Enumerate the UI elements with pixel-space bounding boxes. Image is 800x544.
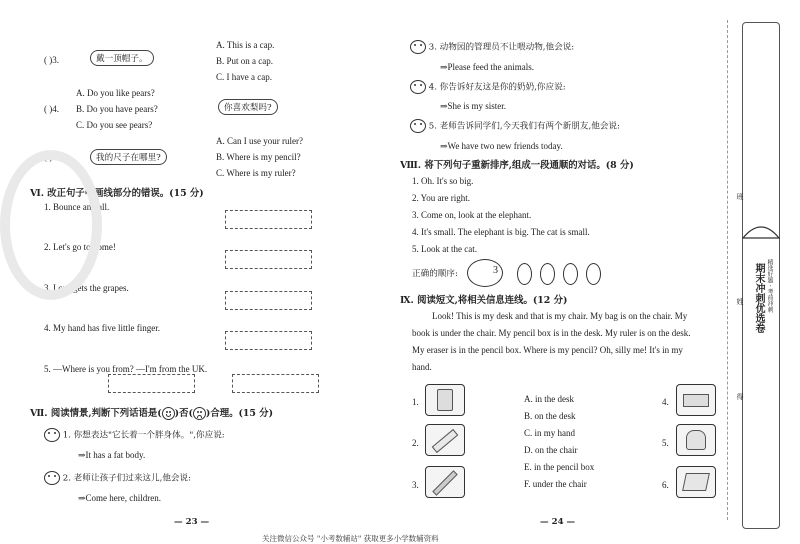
order-slot-2[interactable]: [517, 263, 532, 285]
option-d: D. on the chair: [524, 445, 578, 455]
section-6-title: Ⅵ. 改正句子中画线部分的错误。(15 分): [30, 188, 204, 199]
sec8-item-3: 3. Come on, look at the elephant.: [412, 210, 532, 220]
q4-option-a: A. Do you like pears?: [76, 88, 155, 98]
q5-paren: ( )5.: [44, 152, 59, 162]
match-num-3: 3.: [412, 480, 419, 490]
judge-face-icon[interactable]: [44, 471, 60, 485]
option-e: E. in the pencil box: [524, 462, 595, 472]
page-number-24: — 24 —: [540, 517, 576, 527]
sec6-item-2: 2. Let's go to home!: [44, 242, 116, 252]
binding-strip: [736, 22, 780, 529]
option-f: F. under the chair: [524, 479, 587, 489]
judge-face-icon[interactable]: [44, 428, 60, 442]
q3-paren: ( )3.: [44, 55, 59, 65]
match-num-1: 1.: [412, 397, 419, 407]
sad-face-icon: [193, 407, 206, 420]
q3-option-b: B. Put on a cap.: [216, 56, 273, 66]
brand-slogan: 精选好题 · 考前冲刺: [766, 259, 773, 313]
q5-option-b: B. Where is my pencil?: [216, 152, 301, 162]
option-b: B. on the desk: [524, 411, 576, 421]
order-first: 3: [493, 265, 498, 276]
q3-option-c: C. I have a cap.: [216, 72, 272, 82]
page-number-23: — 23 —: [174, 517, 210, 527]
sec6-item-4: 4. My hand has five little finger.: [44, 323, 160, 333]
answer-box-3[interactable]: [225, 291, 312, 310]
q4-option-c: C. Do you see pears?: [76, 120, 153, 130]
ruler-picture: [425, 424, 465, 456]
sec8-item-2: 2. You are right.: [412, 193, 470, 203]
name-label: 姓: [736, 298, 744, 305]
passage-line-4: hand.: [412, 362, 432, 372]
match-num-6: 6.: [662, 480, 669, 490]
q3-option-a: A. This is a cap.: [216, 40, 275, 50]
match-num-2: 2.: [412, 438, 419, 448]
sec7-answer-5: ⇒We have two new friends today.: [440, 141, 563, 151]
brand-title: 期末冲刺优选卷: [753, 263, 764, 333]
passage-line-2: book is under the chair. My pencil box is in the desk. My ruler is on the desk.: [412, 328, 691, 338]
q5-bubble: 我的尺子在哪里?: [90, 149, 167, 165]
section-7-title: Ⅶ. 阅读情景,判断下列话语是( )否( )合理。(15 分): [30, 408, 274, 419]
order-slot-4[interactable]: [563, 263, 578, 285]
q4-paren: ( )4.: [44, 104, 59, 114]
sec7-item-5: 5. 老师告诉同学们,今天我们有两个新朋友,他会说:: [410, 119, 620, 133]
smile-face-icon: [162, 407, 175, 420]
answer-box-4[interactable]: [225, 331, 312, 350]
option-c: C. in my hand: [524, 428, 575, 438]
section-8-title: Ⅷ. 将下列句子重新排序,组成一段通顺的对话。(8 分): [400, 160, 634, 171]
pencil-picture: [425, 466, 465, 498]
footer-notice: 关注微信公众号 "小考数辅站" 获取更多小学数辅资料: [262, 534, 439, 543]
watermark-stamp: [0, 150, 102, 300]
q4-bubble: 你喜欢梨吗?: [218, 99, 278, 115]
match-num-4: 4.: [662, 397, 669, 407]
class-label: 班: [736, 193, 744, 200]
q5-option-a: A. Can I use your ruler?: [216, 136, 303, 146]
sec7-answer-4: ⇒She is my sister.: [440, 101, 507, 111]
sec7-item-3: 3. 动物园的管理员不让喂动物,他会说:: [410, 40, 574, 54]
sec7-answer-2: ⇒Come here, children.: [78, 493, 162, 503]
match-num-5: 5.: [662, 438, 669, 448]
judge-face-icon[interactable]: [410, 119, 426, 133]
sec8-item-1: 1. Oh. It's so big.: [412, 176, 474, 186]
sec7-item-2: 2. 老师让孩子们过来这儿,他会说:: [44, 471, 191, 485]
section-9-title: Ⅸ. 阅读短文,将相关信息连线。(12 分): [400, 295, 568, 306]
sec6-item-3: 3. I can gets the grapes.: [44, 283, 129, 293]
passage-line-3: My eraser is in the pencil box. Where is my pencil? Oh, silly me! It's in my: [412, 345, 683, 355]
sec8-item-5: 5. Look at the cat.: [412, 244, 477, 254]
sailboat-logo-icon: [733, 208, 789, 248]
order-slot-5[interactable]: [586, 263, 601, 285]
judge-face-icon[interactable]: [410, 40, 426, 54]
passage-line-1: Look! This is my desk and that is my chair. My bag is on the chair. My: [432, 311, 688, 321]
sec6-item-1: 1. Bounce an ball.: [44, 202, 110, 212]
answer-box-5a[interactable]: [108, 374, 195, 393]
sec7-item-1: 1. 你想表达"它长着一个胖身体。",你应说:: [44, 428, 225, 442]
order-label: 正确的顺序:: [412, 269, 458, 279]
cut-line: [727, 20, 728, 520]
sec7-item-4: 4. 你告诉好友这是你的奶奶,你应说:: [410, 80, 566, 94]
bag-picture: [676, 424, 716, 456]
sec6-item-5: 5. —Where is you from? —I'm from the UK.: [44, 364, 208, 374]
order-slot-3[interactable]: [540, 263, 555, 285]
option-a: A. in the desk: [524, 394, 574, 404]
answer-box-2[interactable]: [225, 250, 312, 269]
q4-option-b: B. Do you have pears?: [76, 104, 158, 114]
pencil-box-picture: [425, 384, 465, 416]
answer-box-1[interactable]: [225, 210, 312, 229]
sec7-answer-1: ⇒It has a fat body.: [78, 450, 146, 460]
book-picture: [676, 466, 716, 498]
sec7-answer-3: ⇒Please feed the animals.: [440, 62, 535, 72]
sec8-item-4: 4. It's small. The elephant is big. The cat is small.: [412, 227, 590, 237]
eraser-picture: [676, 384, 716, 416]
score-label: 得: [736, 393, 744, 400]
judge-face-icon[interactable]: [410, 80, 426, 94]
answer-box-5b[interactable]: [232, 374, 319, 393]
q3-bubble: 戴一顶帽子。: [90, 50, 154, 66]
q5-option-c: C. Where is my ruler?: [216, 168, 296, 178]
